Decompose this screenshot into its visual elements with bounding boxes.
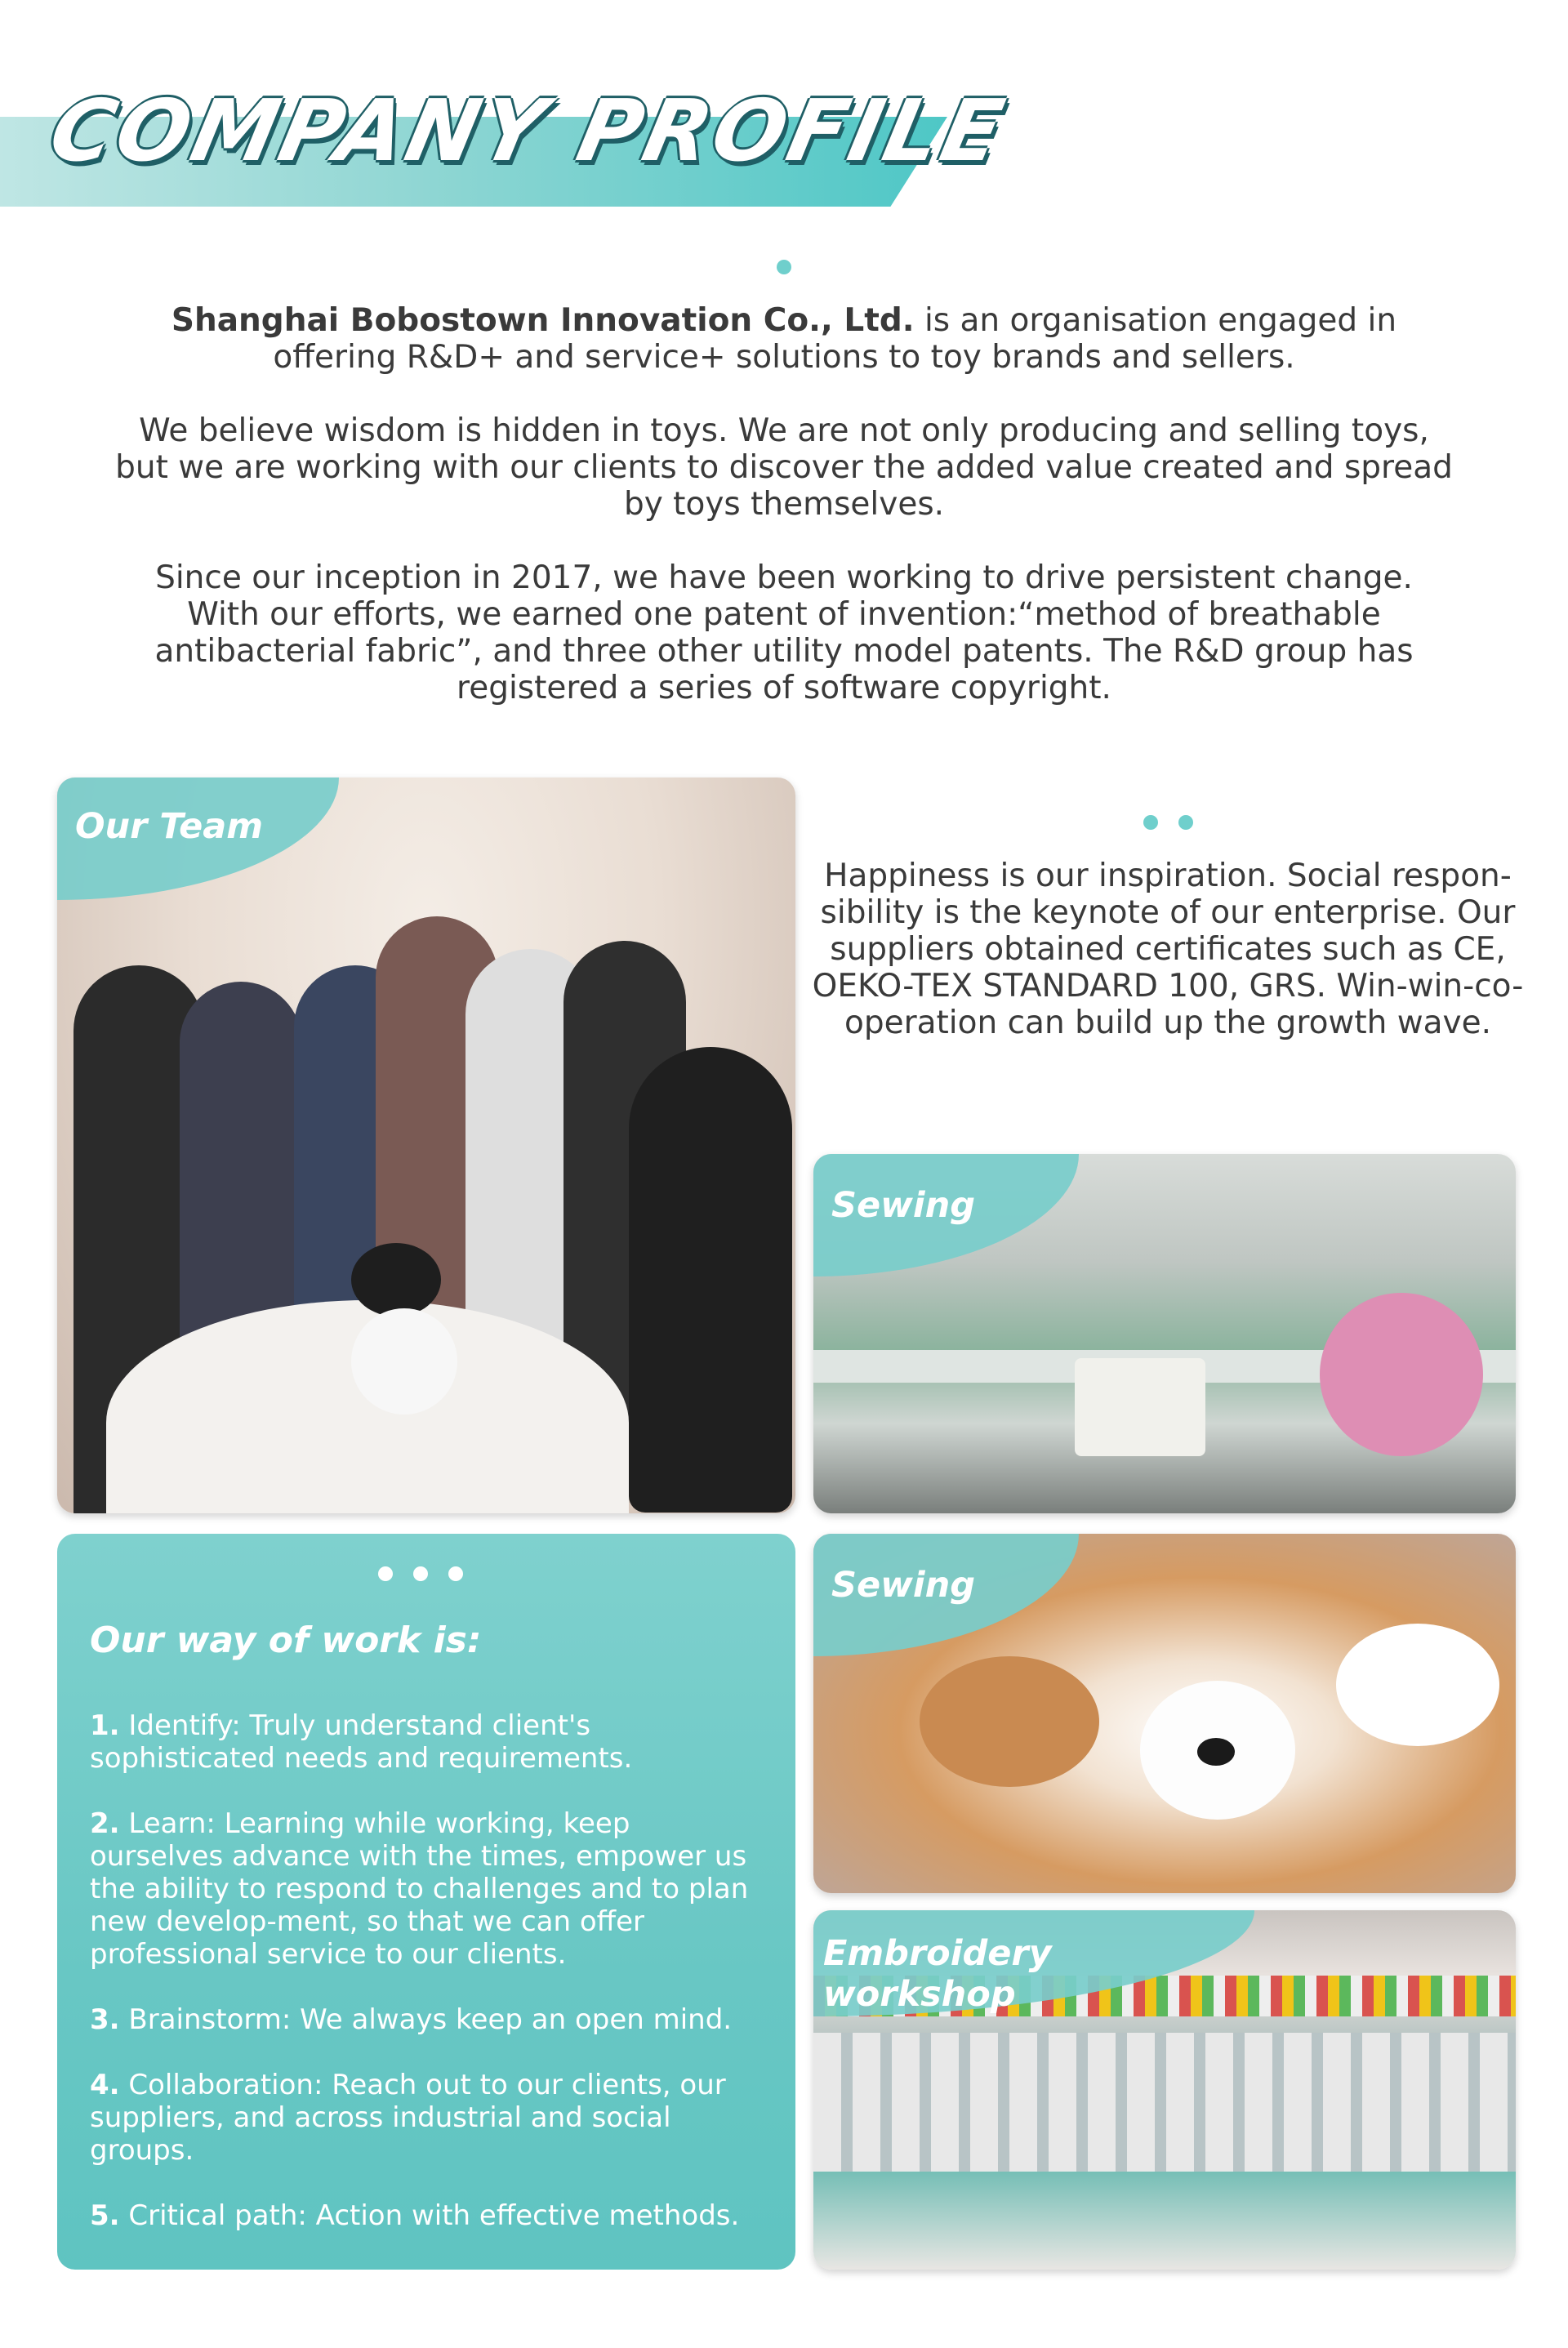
sewing-tag-1-label: Sewing (831, 1185, 975, 1226)
item-text: Critical path: Action with effective methods. (119, 2199, 740, 2232)
sewing-photo-card-1 (813, 1154, 1516, 1513)
item-number: 2. (90, 1807, 120, 1840)
page-title: COMPANY PROFILE (42, 81, 1015, 180)
list-item (90, 1807, 768, 1971)
intro-text (114, 302, 1454, 743)
item-text: Identify: Truly understand client's sophisticated needs and requirements. (90, 1709, 633, 1775)
team-tag-label: Our Team (75, 806, 264, 847)
item-number: 5. (90, 2199, 120, 2232)
list-item (90, 2199, 768, 2232)
company-name: Shanghai Bobostown Innovation Co., Ltd. (171, 302, 915, 339)
sewing-tag-2-label: Sewing (831, 1565, 975, 1606)
list-item (90, 2003, 768, 2036)
toy-dog-nose-shape (1197, 1738, 1235, 1766)
sewing-photo-card-2 (813, 1534, 1516, 1893)
right-paragraph: Happiness is our inspiration. Social respon-sibility is the keynote of our enterprise. Our suppliers obtained certificates such as CE, OEKO-TEX STANDARD 100, GRS. Win-win-co-operation can build up the growth wave. (812, 858, 1524, 1041)
embroidery-tag (813, 1910, 1254, 2016)
intro-paragraph-2: We believe wisdom is hidden in toys. We are not only producing and selling toys, but we are working with our clients to discover the added value created and spread by toys themselves. (115, 412, 1453, 523)
list-item (90, 1709, 768, 1775)
way-of-work-list (90, 1709, 768, 2265)
section-dot (777, 260, 791, 274)
section-dot (1178, 815, 1193, 830)
list-item (90, 2069, 768, 2167)
embroidery-tag-label: Embroidery workshop (823, 1933, 1052, 2015)
toy-head-shape (351, 1243, 441, 1317)
section-dot (1143, 815, 1158, 830)
embroidery-heads-shape (813, 2033, 1516, 2172)
panel-dot (448, 1566, 463, 1581)
intro-paragraph-3: Since our inception in 2017, we have been working to drive persistent change. With our efforts, we earned one patent of invention:“method of breathable antibacterial fabric”, and three other utility model patents. The R&D group has registered a series of software copyright. (154, 559, 1414, 706)
toy-shape (1336, 1624, 1499, 1746)
way-of-work-panel (57, 1534, 795, 2270)
item-number: 3. (90, 2003, 120, 2036)
intro-paragraph-1-rest: is an organisation engaged in offering R&D+ and service+ solutions to toy brands and sellers. (273, 302, 1397, 376)
item-text: Learn: Learning while working, keep ourselves advance with the times, empower us the ability to respond to challenges and to plan new develop-ment, so that we can offer professional service to our clients. (90, 1807, 749, 1971)
way-of-work-heading: Our way of work is: (90, 1620, 482, 1661)
person-shape (629, 1047, 792, 1513)
embroidery-photo-card (813, 1910, 1516, 2270)
toy-body-shape (351, 1308, 457, 1415)
panel-dot (378, 1566, 393, 1581)
item-text: Collaboration: Reach out to our clients, our suppliers, and across industrial and social groups. (90, 2069, 726, 2167)
toy-shape (920, 1656, 1099, 1787)
item-text: Brainstorm: We always keep an open mind. (119, 2003, 733, 2036)
item-number: 4. (90, 2069, 120, 2101)
intro-paragraph-1 (114, 302, 1454, 376)
panel-dot (413, 1566, 428, 1581)
item-number: 1. (90, 1709, 120, 1742)
worker-shape (1320, 1293, 1483, 1456)
sewing-machine-shape (1075, 1358, 1205, 1456)
team-photo-card (57, 777, 795, 1513)
